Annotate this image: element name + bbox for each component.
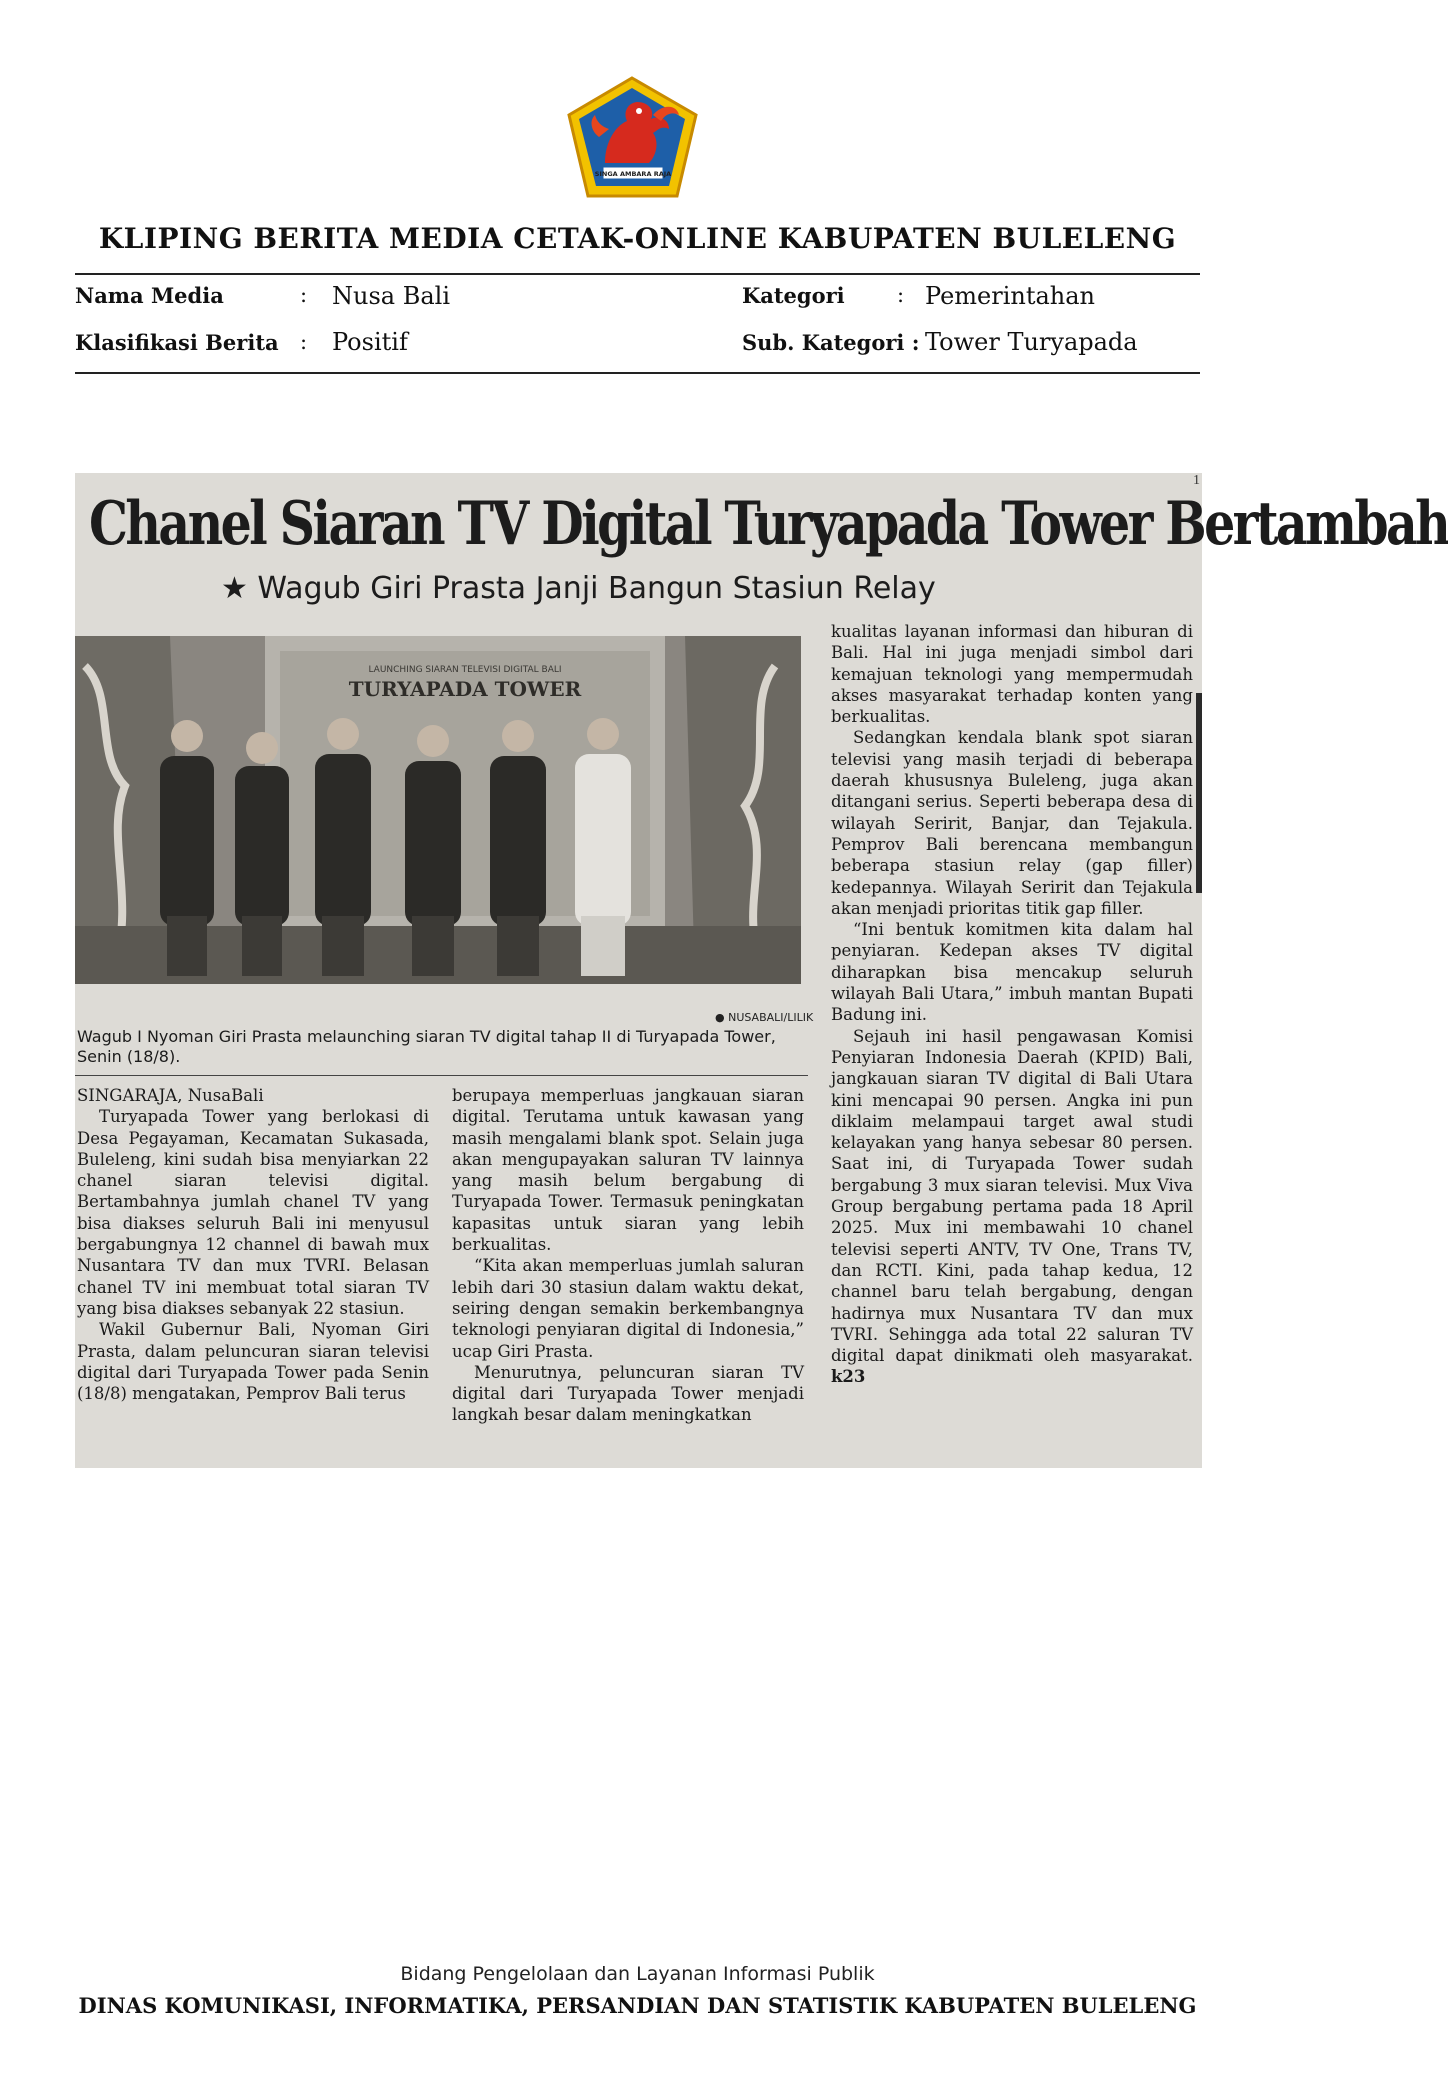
article-paragraph: kualitas layanan informasi dan hiburan di Bali. Hal ini juga menjadi simbol dari kemajuan teknologi yang mempermudah akses masyarakat terhadap konten yang berkualitas.: [831, 622, 1193, 727]
footer-division: Bidang Pengelolaan dan Layanan Informasi Publik: [400, 1963, 875, 1985]
subkategori-label: Sub. Kategori :: [742, 330, 920, 355]
author-signoff: k23: [831, 1367, 866, 1387]
article-paragraph: Menurutnya, peluncuran siaran TV digital dari Turyapada Tower menjadi langkah besar dalam meningkatkan: [452, 1362, 804, 1425]
klasifikasi-value: Positif: [332, 328, 408, 356]
klasifikasi-colon: :: [300, 330, 308, 354]
scan-edge-shadow: [1196, 693, 1202, 893]
klasifikasi-label: Klasifikasi Berita: [75, 330, 279, 355]
document-title: KLIPING BERITA MEDIA CETAK-ONLINE KABUPATEN BULELENG: [98, 222, 1177, 255]
singa-ambara-raja-crest-icon: [565, 75, 700, 200]
article-column-2: [452, 1085, 804, 1426]
article-column-1: [77, 1085, 429, 1404]
article-paragraph: Wakil Gubernur Bali, Nyoman Giri Prasta, dalam peluncuran siaran televisi digital dari Turyapada Tower pada Senin (18/8) mengatakan, Pemprov Bali terus: [77, 1320, 429, 1404]
media-label: Nama Media: [75, 283, 224, 308]
footer-agency: DINAS KOMUNIKASI, INFORMATIKA, PERSANDIAN DAN STATISTIK KABUPATEN BULELENG: [78, 1993, 1197, 2018]
article-paragraph: [831, 1026, 1193, 1388]
article-paragraph: berupaya memperluas jangkauan siaran digital. Terutama untuk kawasan yang masih mengalami blank spot. Selain juga akan mengupayakan saluran TV lainnya yang masih belum bergabung di Turyapada Tower. Termasuk peningkatan kapasitas untuk siaran yang lebih berkualitas.: [452, 1086, 804, 1255]
article-column-3: [831, 621, 1193, 1388]
header-rule-bottom: [75, 372, 1200, 374]
kategori-label: Kategori: [742, 283, 845, 308]
article-paragraph: Turyapada Tower yang berlokasi di Desa Pegayaman, Kecamatan Sukasada, Buleleng, kini sudah bisa menyiarkan 22 chanel siaran televisi digital. Bertambahnya jumlah chanel TV yang bisa diakses seluruh Bali ini menyusul bergabungnya 12 channel di bawah mux Nusantara TV dan mux TVRI. Belasan chanel TV ini membuat total siaran TV yang bisa diakses sebanyak 22 stasiun.: [77, 1107, 429, 1318]
subkategori-value: Tower Turyapada: [925, 328, 1138, 356]
caption-divider: [75, 1075, 808, 1076]
photo-caption: Wagub I Nyoman Giri Prasta melaunching siaran TV digital tahap II di Turyapada Tower, Senin (18/8).: [77, 1027, 776, 1066]
photo-credit: ● NUSABALI/LILIK: [715, 1011, 814, 1024]
article-paragraph: “Ini bentuk komitmen kita dalam hal penyiaran. Kedepan akses TV digital diharapkan bisa mencakup seluruh wilayah Bali Utara,” imbuh mantan Bupati Badung ini.: [831, 920, 1193, 1025]
article-dateline: SINGARAJA, NusaBali: [77, 1086, 264, 1105]
event-photo: [75, 636, 801, 984]
article-paragraph: Sedangkan kendala blank spot siaran televisi yang masih terjadi di beberapa daerah khususnya Buleleng, juga akan ditangani serius. Seperti beberapa desa di wilayah Seririt, Banjar, dan Tejakula. Pemprov Bali berencana membangun beberapa stasiun relay (gap filler) kedepannya. Wilayah Seririt dan Tejakula akan menjadi prioritas titik gap filler.: [831, 728, 1193, 918]
photo-banner-line2: TURYAPADA TOWER: [348, 677, 582, 701]
header-rule-top: [75, 273, 1200, 275]
media-colon: :: [300, 283, 308, 307]
media-value: Nusa Bali: [332, 282, 451, 310]
kategori-value: Pemerintahan: [925, 282, 1096, 310]
kategori-colon: :: [897, 283, 905, 307]
article-headline: Chanel Siaran TV Digital Turyapada Tower Bertambah: [89, 488, 1448, 559]
article-paragraph: “Kita akan memperluas jumlah saluran lebih dari 30 stasiun dalam waktu dekat, seiring dengan semakin berkembangnya teknologi penyiaran digital di Indonesia,” ucap Giri Prasta.: [452, 1256, 804, 1361]
article-subheadline: ★ Wagub Giri Prasta Janji Bangun Stasiun Relay: [221, 571, 936, 606]
article-paragraph-text: Sejauh ini hasil pengawasan Komisi Penyiaran Indonesia Daerah (KPID) Bali, jangkauan siaran TV digital di Bali Utara kini mencapai 90 persen. Angka ini pun diklaim melampaui target awal studi kelayakan yang hanya sebesar 80 persen. Saat ini, di Turyapada Tower sudah bergabung 3 mux siaran televisi. Mux Viva Group bergabung pertama pada 18 April 2025. Mux ini membawahi 10 chanel televisi seperti ANTV, TV One, Trans TV, dan RCTI. Kini, pada tahap kedua, 12 channel baru telah bergabung, dengan hadirnya mux Nusantara TV dan mux TVRI. Sehingga ada total 22 saluran TV digital dapat dinikmati oleh masyarakat.: [831, 1026, 1193, 1366]
newspaper-clipping: [75, 473, 1448, 1468]
page-number: 1: [1193, 473, 1200, 488]
logo-motto-text: SINGA AMBARA RAJA: [594, 170, 672, 178]
photo-banner-line1: LAUNCHING SIARAN TELEVISI DIGITAL BALI: [368, 665, 562, 675]
